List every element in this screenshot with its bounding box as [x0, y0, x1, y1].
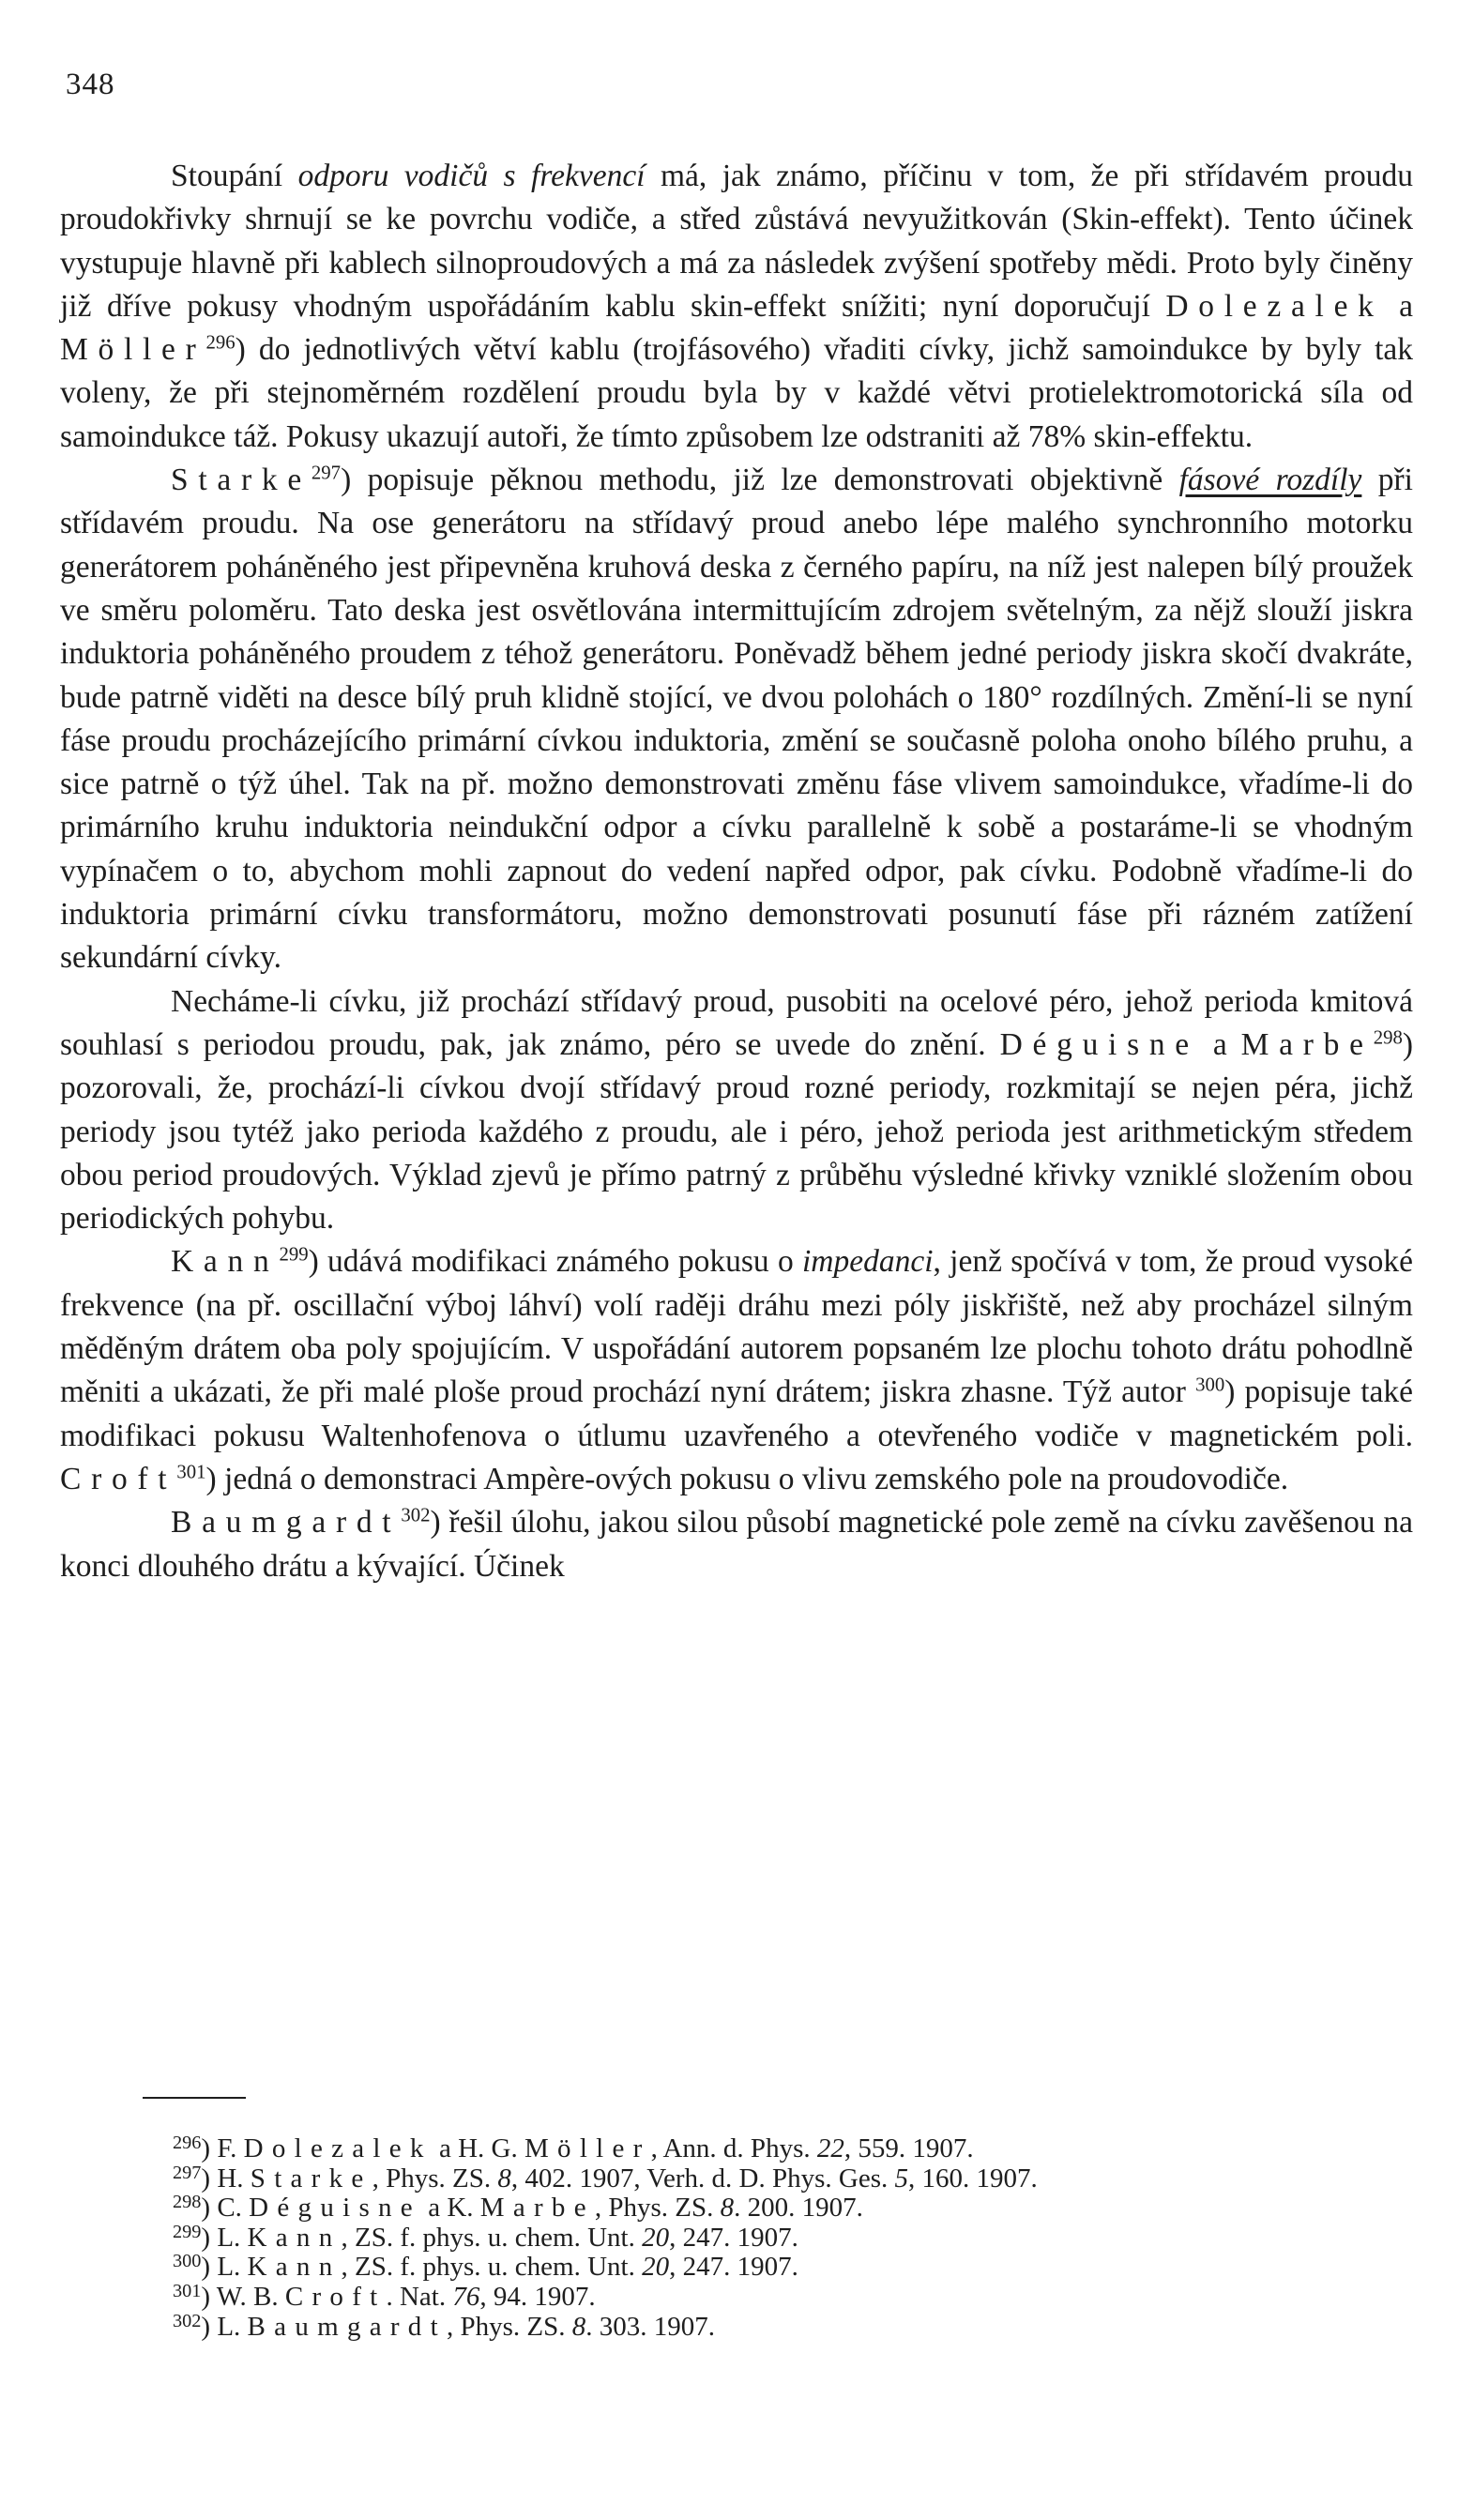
footnote-ref: 299 — [173, 2221, 202, 2242]
footnote — [173, 2221, 1421, 2254]
text-run: ) jedná o demonstraci Ampère-ových pokusu o vlivu zemského pole na proudovodiče. — [205, 1461, 1289, 1496]
emphasis: impedanci — [801, 1244, 934, 1280]
emphasis: 8 — [497, 2163, 511, 2194]
text-run: ) C. — [201, 2193, 250, 2224]
emphasis: 20 — [642, 2252, 670, 2283]
text-run: , ZS. f. phys. u. chem. Unt. — [341, 2222, 643, 2253]
footnote-ref: 296 — [173, 2132, 202, 2153]
text-run: ) H. — [201, 2163, 251, 2194]
text-run: a H. G. — [432, 2133, 524, 2163]
text-run: při střídavém proudu. Na ose generátoru na střídavý proud anebo lépe malého synchronního motorku generátorem poháněného jest připevněna kruhová deska z černého papíru, na níž jest nalepen bílý proužek ve směru poloměru. Tato deska jest osvětlována intermittujícím zdrojem světelným, za nějž slouží jiskra induktoria poháněného proudem z téhož generátoru. Poněvadž během jedné periody jiskra skočí dvakráte, bude patrně viděti na desce bílý pruh klidně stojící, ve dvou polohách o 180° rozdílných. Změní-li se nyní fáse proudu procházejícího primární cívkou induktoria, změní se současně poloha onoho bílého pruhu, a sice patrně o týž úhel. Tak na př. možno demonstrovati změnu fáse vlivem samoindukce, vřadíme-li do primárního kruhu induktoria neindukční odpor a cívku parallelně k sobě a postaráme-li se vhodným vypínačem o to, abychom mohli zapnout do vedení napřed odpor, pak cívku. Podobně vřadíme-li do induktoria primární cívku transformátoru, možno demonstrovati posunutí fáse při rázném zatížení sekundární cívky. — [60, 463, 1413, 976]
footnote — [173, 2310, 1421, 2343]
footnote — [173, 2164, 1421, 2194]
footnote — [173, 2194, 1421, 2224]
text-run: Necháme-li cívku, již prochází střídavý proud, pusobiti na ocelové péro, jehož perioda kmitová souhlasí s periodou proudu, pak, jak známo, péro se uvede do znění. — [60, 983, 1413, 1062]
footnotes — [173, 2134, 1421, 2342]
footnote-ref: 302 — [173, 2310, 202, 2331]
text-run: , 247. 1907. — [669, 2222, 798, 2253]
text-run: a K. — [420, 2193, 480, 2224]
text-run: , Phys. ZS. — [446, 2311, 572, 2342]
author-name: Marbe — [1240, 1026, 1374, 1062]
footnote-ref: 300 — [1195, 1374, 1225, 1396]
author-name: Marbe — [479, 2193, 595, 2224]
paragraph — [60, 1240, 1413, 1501]
footnote-ref: 302 — [401, 1504, 431, 1526]
emphasis: 8 — [720, 2193, 735, 2224]
text-run: , 94. 1907. — [479, 2281, 596, 2312]
text-run: ) L. — [201, 2222, 248, 2253]
paragraph — [60, 459, 1413, 980]
text-run: . 303. 1907. — [585, 2311, 715, 2342]
text-run: ) L. — [201, 2311, 248, 2342]
text-run: Stoupání — [171, 159, 298, 193]
text-run: ) L. — [201, 2252, 248, 2283]
author-name: Kann — [247, 2252, 342, 2283]
footnote-ref: 298 — [1373, 1026, 1403, 1049]
text-run: , Phys. ZS. — [372, 2163, 498, 2194]
text-run: , ZS. f. phys. u. chem. Unt. — [341, 2252, 643, 2283]
text-run: a — [1198, 1026, 1241, 1062]
text-run: ) W. B. — [201, 2281, 285, 2312]
text-run: ) udává modifikaci známého pokusu o — [308, 1244, 802, 1280]
author-name: Baumgardt — [247, 2311, 447, 2342]
author-name: Kann — [247, 2222, 342, 2253]
footnote — [173, 2280, 1421, 2313]
author-name: Déguisne — [249, 2193, 421, 2224]
footnote-ref: 300 — [173, 2251, 202, 2272]
text-run: . 200. 1907. — [734, 2193, 863, 2224]
author-name: Croft — [60, 1461, 177, 1496]
emphasis: 8 — [571, 2311, 586, 2342]
emphasis: 20 — [642, 2222, 670, 2253]
body-text — [60, 155, 1413, 1588]
text-run: , 160. 1907. — [908, 2163, 1038, 2194]
text-run: ) popisuje pěknou methodu, již lze demonstrovati objektivně — [341, 463, 1179, 498]
emphasis: 22 — [816, 2133, 844, 2163]
text-run: , 402. 1907, Verh. d. D. Phys. Ges. — [510, 2163, 895, 2194]
text-run: ) F. — [201, 2133, 244, 2163]
paragraph — [60, 980, 1413, 1241]
footnote-ref: 299 — [279, 1244, 309, 1266]
page-number: 348 — [66, 68, 115, 101]
footnote-ref: 301 — [176, 1461, 206, 1483]
text-run: a — [1383, 288, 1413, 324]
footnote-ref: 297 — [311, 462, 342, 484]
text-run: , Phys. ZS. — [594, 2193, 721, 2224]
text-run: má, jak známo, příčinu v tom, že při střídavém proudu proudokřivky shrnují se ke povrchu vodiče, a střed zůstává nevyužitkován (Skin-effekt). Tento účinek vystupuje hlavně při kablech silnoproudových a má za následek zvýšení spotřeby mědi. Proto byly činěny již dříve pokusy vhodným uspořádáním kablu skin-effekt snížiti; nyní doporučují — [60, 159, 1413, 324]
emphasis: odporu vodičů s frekvencí — [297, 159, 646, 193]
author-name: Croft — [284, 2281, 387, 2312]
text-run: ) pozorovali, že, prochází-li cívkou dvojí střídavý proud rozné periody, rozkmitají se nejen péra, jichž periody jsou tytéž jako perioda každého z proudu, ale i péro, jehož perioda jest arithmetickým středem obou period proudových. Výklad zjevů je přímo patrný z průběhu výsledné křivky vzniklé složením obou periodických pohybu. — [60, 1026, 1413, 1237]
text-run: ) řešil úlohu, jakou silou působí magnetické pole země na cívku zavěšenou na konci dlouhého drátu a kývající. Účinek — [60, 1505, 1413, 1584]
footnote-ref: 298 — [173, 2192, 202, 2213]
text-run: ) popisuje také modifikaci pokusu Waltenhofenova o útlumu uzavřeného a otevřeného vodiče v magnetickém poli. — [60, 1374, 1413, 1453]
footnote-ref: 301 — [173, 2280, 202, 2301]
author-name: Déguisne — [999, 1026, 1199, 1062]
emphasis: 5 — [894, 2163, 909, 2194]
text-run: , Ann. d. Phys. — [650, 2133, 817, 2163]
footnote — [173, 2253, 1421, 2283]
author-name: Dolezalek — [243, 2133, 433, 2163]
text-run: , 559. 1907. — [843, 2133, 974, 2163]
footnote — [173, 2134, 1421, 2164]
text-run: . Nat. — [386, 2281, 453, 2312]
text-run: ) do jednotlivých větví kablu (trojfásového) vřaditi cívky, jichž samoindukce by byly tak voleny, že při stejnoměrném rozdělení proudu byla by v každé větvi protielektromotorická síla od samoindukce táž. Pokusy ukazují autoři, že tímto způsobem lze odstraniti až 78% skin-effektu. — [60, 332, 1413, 454]
author-name: Dolezalek — [1165, 288, 1384, 324]
author-name: Starke — [250, 2163, 372, 2194]
author-name: Baumgardt — [171, 1505, 402, 1541]
author-name: Möller — [60, 332, 206, 368]
footnote-ref: 296 — [205, 331, 236, 354]
paragraph — [60, 1501, 1413, 1588]
author-name: Starke — [171, 463, 312, 498]
text-run: , jenž spočívá v tom, že proud vysoké frekvence (na př. oscillační výboj láhví) volí raději dráhu mezi póly jiskřiště, než aby procházel silným měděným drátem oba poly spojujícím. V uspořádání autorem popsaném lze plochu tohoto drátu pohodlně měniti a ukázati, že při malé ploše proud prochází nyní drátem; jiskra zhasne. Týž autor — [60, 1244, 1413, 1410]
footnote-ref: 297 — [173, 2162, 202, 2183]
author-name: Kann — [171, 1244, 280, 1280]
author-name: Möller — [524, 2133, 651, 2163]
emphasis: 76 — [452, 2281, 480, 2312]
text-run: , 247. 1907. — [669, 2252, 798, 2283]
paragraph — [60, 155, 1413, 459]
emphasis: fásové rozdíly — [1178, 463, 1362, 498]
footnote-rule — [143, 2097, 246, 2099]
